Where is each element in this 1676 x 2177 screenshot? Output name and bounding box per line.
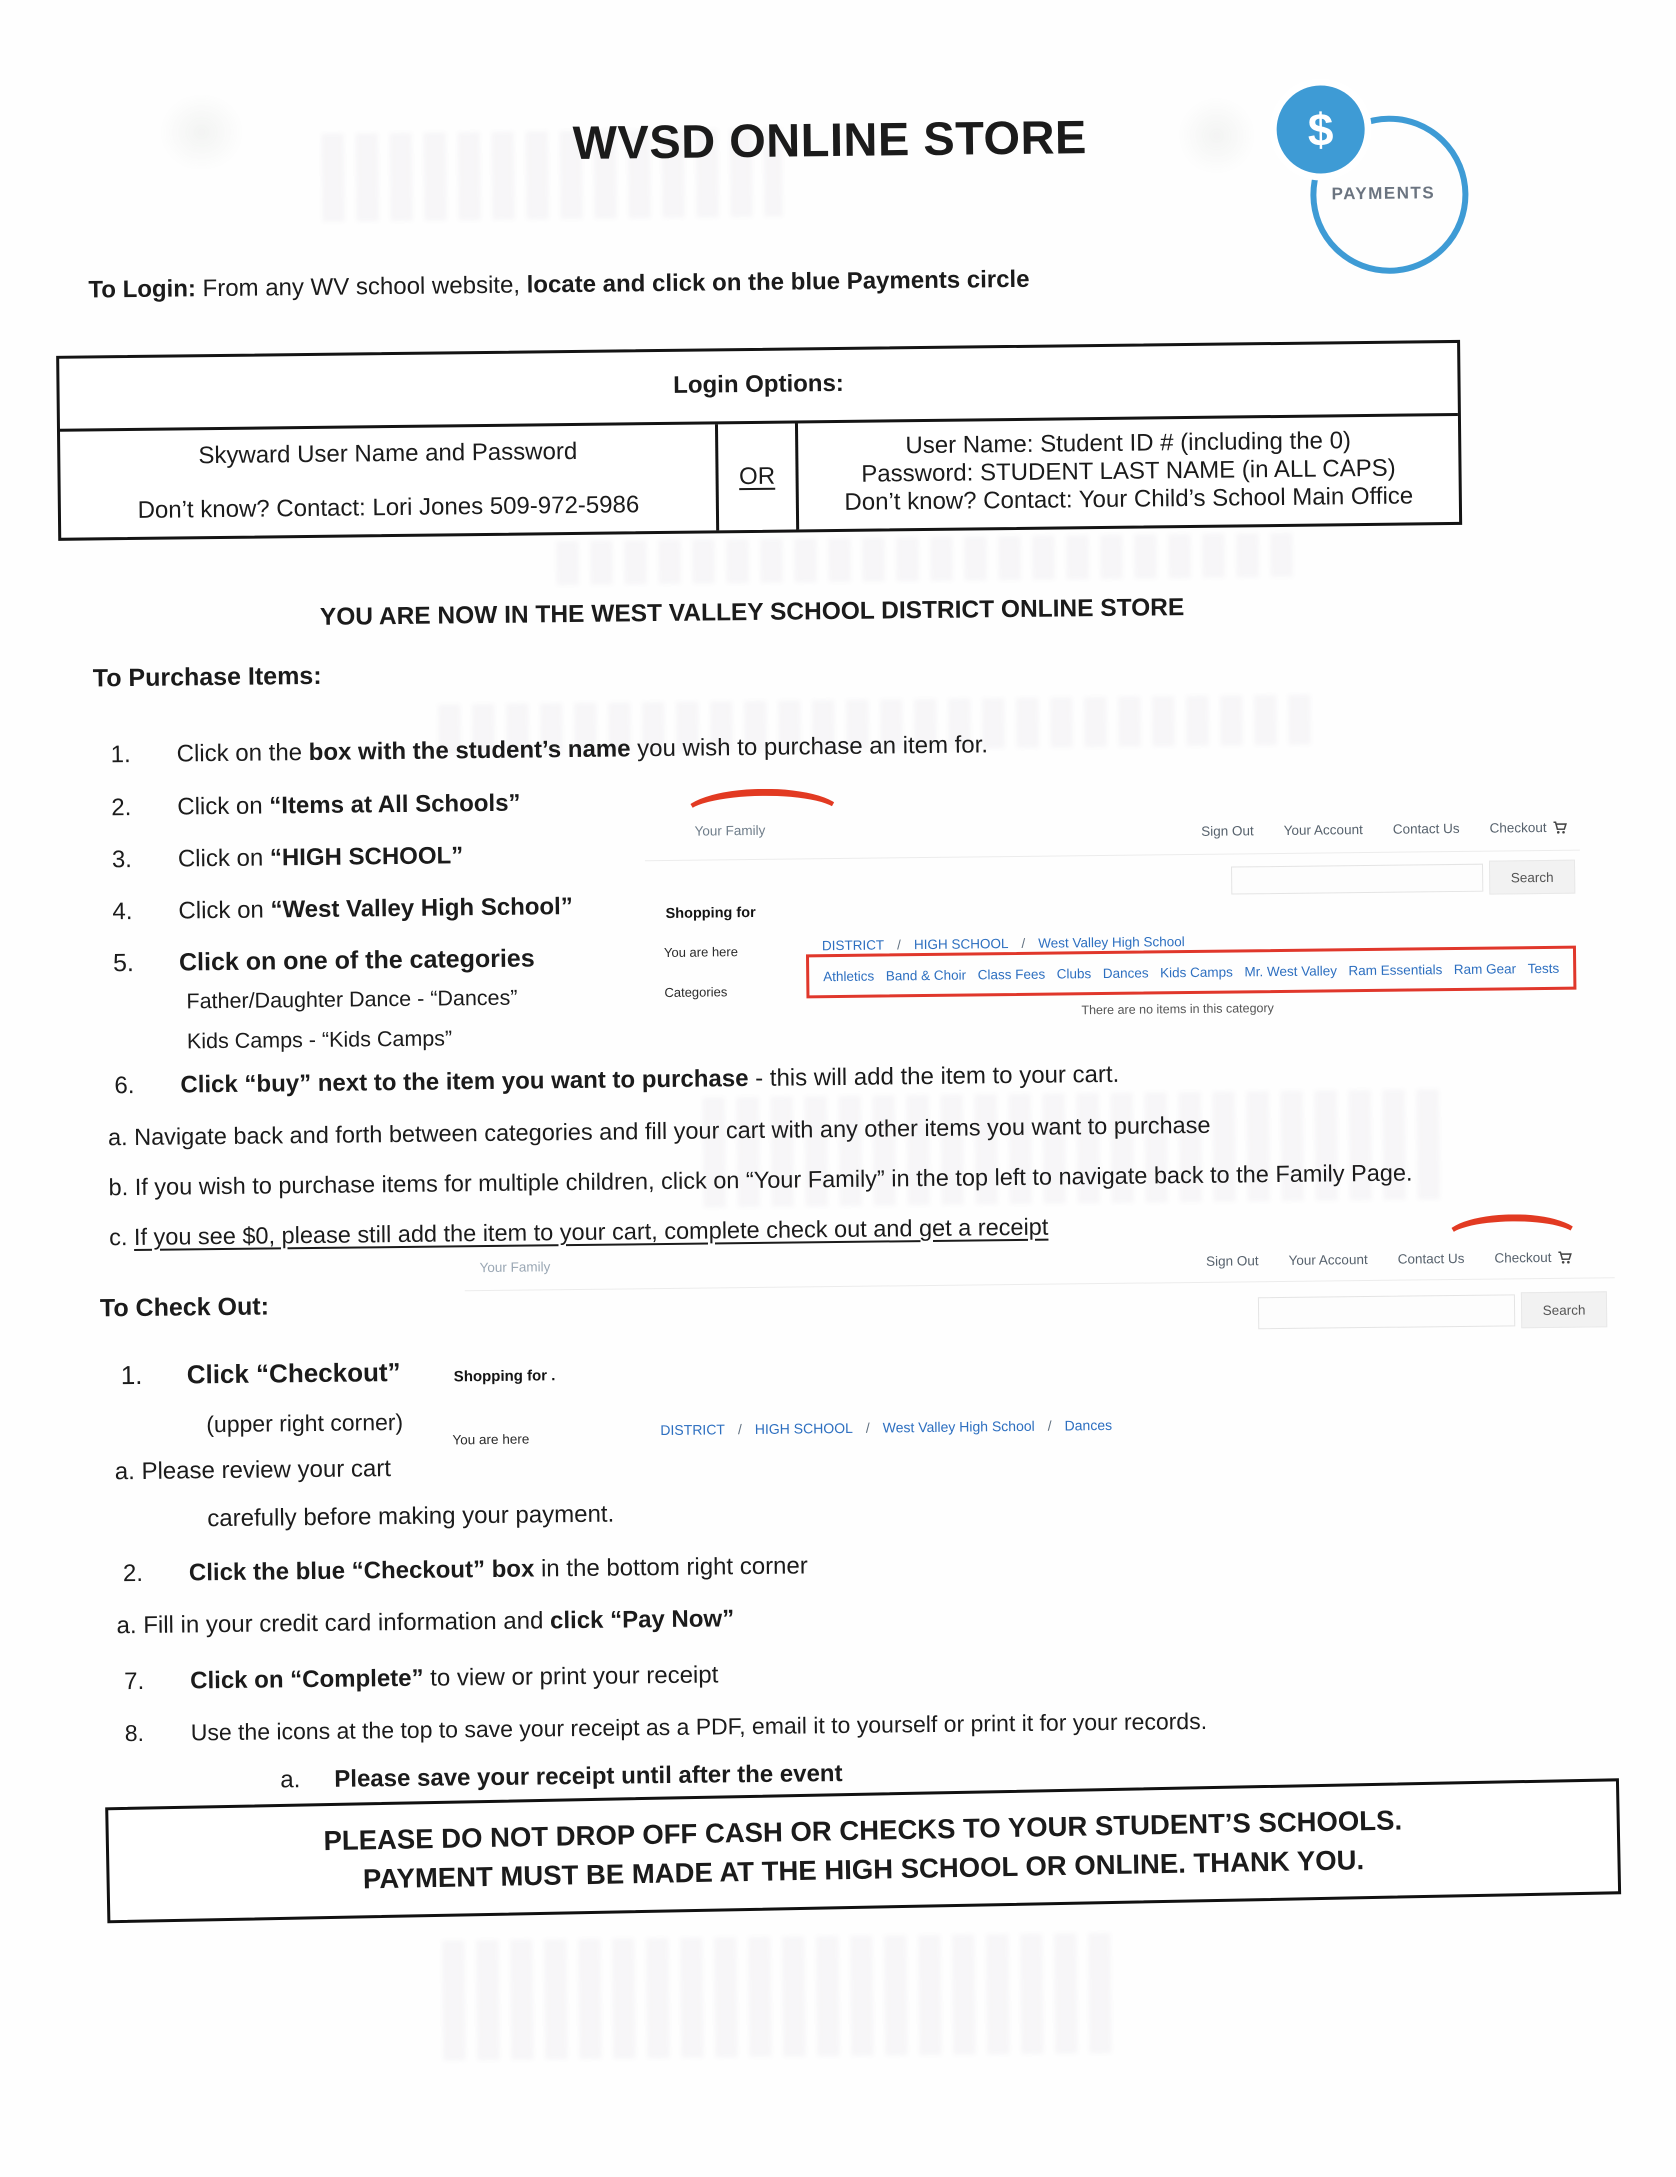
step-text: [178, 842, 464, 873]
text-segment: Click on: [177, 792, 270, 821]
checkout-note-a2: [116, 1605, 734, 1640]
step-text: Please review your cart: [141, 1455, 392, 1485]
payments-label: PAYMENTS: [1331, 183, 1436, 204]
step-number: 1.: [110, 741, 131, 769]
contact-us-link: Contact Us: [1392, 820, 1460, 837]
checkout-step-8: [125, 1708, 1208, 1747]
category-clubs: Clubs: [1056, 965, 1092, 982]
category-band-choir: Band & Choir: [885, 967, 967, 983]
purchase-step-4: [112, 893, 573, 926]
category-example-dances: Father/Daughter Dance - “Dances”: [186, 985, 518, 1014]
username-line: User Name: Student ID # (including the 0): [905, 427, 1352, 460]
checkout-label: Checkout: [1489, 819, 1547, 836]
step-text: [177, 731, 989, 768]
sign-out-link: Sign Out: [1205, 1253, 1259, 1269]
checkout-link: [1489, 820, 1567, 836]
category-dances: Dances: [1102, 964, 1149, 981]
store-top-nav: [1201, 820, 1568, 839]
category-kids-camps: Kids Camps: [1160, 964, 1233, 980]
purchase-heading: To Purchase Items:: [92, 661, 322, 693]
step-text: If you see $0, please still add the item to your cart, complete check out and get a receipt: [133, 1213, 1049, 1251]
store-top-nav: [1206, 1250, 1573, 1269]
text-segment: Click on: [177, 844, 271, 873]
store-screenshot-checkout: [444, 1213, 1637, 1476]
table-header: Login Options:: [59, 343, 1458, 432]
breadcrumb-high-school: HIGH SCHOOL: [913, 936, 1009, 953]
step-letter: a.: [114, 1458, 135, 1486]
shopping-for-label: Shopping for .: [453, 1367, 556, 1386]
cart-icon: [1557, 1250, 1572, 1264]
scan-bleed-artifact: [556, 533, 1296, 585]
store-screenshot-categories: [644, 778, 1582, 1039]
breadcrumb-district: DISTRICT: [660, 1421, 726, 1439]
text-segment-bold: Click “Checkout”: [186, 1356, 401, 1390]
purchase-step-1: [111, 731, 989, 769]
search-button: Search: [1521, 1291, 1607, 1328]
step-number: 8.: [124, 1719, 145, 1747]
step-text: If you wish to purchase items for multiple children, click on “Your Family” in the top left to navigate back to the Family Page.: [134, 1159, 1413, 1200]
breadcrumb: [660, 1417, 1112, 1438]
your-family-link: Your Family: [694, 822, 766, 839]
text-segment: Click on: [178, 896, 271, 925]
step-text: [178, 893, 573, 925]
scan-bleed-artifact: [442, 1933, 1123, 2061]
student-login-cell: [798, 416, 1459, 529]
payment-warning-box: [105, 1778, 1621, 1923]
you-are-here-label: You are here: [452, 1431, 530, 1448]
step-letter: a.: [280, 1766, 301, 1794]
text-segment-bold: box with the student’s name: [308, 735, 631, 766]
checkout-step-1-note: (upper right corner): [206, 1408, 404, 1438]
categories-row-highlight: [806, 946, 1576, 999]
checkout-link: [1494, 1250, 1572, 1266]
search-button: Search: [1489, 860, 1575, 895]
breadcrumb-high-school: HIGH SCHOOL: [754, 1419, 853, 1437]
text-segment-bold: “West Valley High School”: [270, 893, 573, 924]
step-letter: a.: [116, 1612, 137, 1640]
purchase-step-2: [111, 790, 520, 823]
breadcrumb-separator: /: [1047, 1417, 1052, 1434]
text-segment: Fill in your credit card information and: [143, 1607, 551, 1639]
divider: [465, 1277, 1615, 1291]
checkout-step-2: [123, 1552, 808, 1588]
checkout-note-a: [115, 1455, 391, 1486]
your-account-link: Your Account: [1283, 822, 1363, 838]
breadcrumb-wvhs: West Valley High School: [1038, 934, 1185, 951]
step-text: [189, 1552, 808, 1587]
breadcrumb-separator: /: [897, 937, 901, 953]
step-letter: c.: [109, 1224, 128, 1251]
sign-out-link: Sign Out: [1201, 823, 1254, 839]
login-options-table: [56, 340, 1462, 541]
text-segment: Click on the: [176, 738, 309, 768]
store-banner: YOU ARE NOW IN THE WEST VALLEY SCHOOL DISTRICT ONLINE STORE: [319, 594, 1185, 631]
breadcrumb-dances: Dances: [1064, 1416, 1113, 1434]
contact-us-link: Contact Us: [1397, 1250, 1465, 1267]
shopping-for-label: Shopping for: [665, 904, 756, 922]
breadcrumb-separator: /: [1021, 935, 1026, 951]
step-number: 3.: [111, 846, 133, 874]
login-text: From any WV school website,: [195, 271, 527, 303]
step-text: Navigate back and forth between categories and fill your cart with any other items you want to purchase: [134, 1111, 1211, 1151]
text-segment-bold: click “Pay Now”: [549, 1605, 735, 1635]
checkout-step-8a: [280, 1760, 843, 1794]
step-text: [190, 1661, 718, 1695]
text-segment-bold: Please save your receipt until after the event: [334, 1760, 843, 1793]
login-bold-text: locate and click on the blue Payments circle: [526, 265, 1030, 299]
category-example-kids-camps: Kids Camps - “Kids Camps”: [186, 1026, 453, 1054]
text-segment-bold: Click the blue “Checkout” box: [188, 1555, 535, 1587]
text-segment-bold: “Items at All Schools”: [269, 789, 521, 820]
search-input: [1258, 1294, 1515, 1329]
search-input: [1231, 864, 1483, 895]
step-number: 2.: [111, 794, 132, 822]
step-text: [143, 1605, 734, 1639]
step-text: Use the icons at the top to save your receipt as a PDF, email it to yourself or print it for your records.: [190, 1707, 1208, 1746]
purchase-step-3: [112, 842, 464, 874]
step-text: [177, 790, 520, 822]
text-segment: in the bottom right corner: [534, 1552, 808, 1583]
step-number: 2.: [122, 1559, 144, 1588]
step-number: 5.: [112, 948, 135, 978]
your-account-link: Your Account: [1288, 1252, 1368, 1268]
breadcrumb-wvhs: West Valley High School: [882, 1417, 1035, 1436]
text-segment-bold: Click on one of the categories: [178, 944, 535, 977]
contact-line: Don’t know? Contact: Your Child’s School Main Office: [844, 482, 1414, 516]
text-segment-bold: “HIGH SCHOOL”: [269, 842, 464, 872]
step-number: 6.: [114, 1071, 135, 1100]
login-label: To Login:: [88, 275, 197, 304]
warning-line-1: PLEASE DO NOT DROP OFF CASH OR CHECKS TO YOUR STUDENT’S SCHOOLS.: [323, 1804, 1403, 1857]
step-letter: b.: [108, 1174, 129, 1201]
step-text: [179, 944, 535, 977]
search-bar: [1258, 1291, 1607, 1331]
search-bar: [1231, 860, 1575, 898]
checkout-step-1: [121, 1357, 401, 1391]
category-athletics: Athletics: [823, 968, 875, 984]
breadcrumb-separator: /: [737, 1421, 742, 1438]
step-number: 1.: [120, 1359, 143, 1391]
checkout-label: Checkout: [1494, 1249, 1552, 1266]
category-tests: Tests: [1527, 960, 1560, 976]
divider: [645, 850, 1580, 862]
empty-category-note: There are no items in this category: [1081, 1001, 1274, 1018]
category-ram-gear: Ram Gear: [1453, 960, 1517, 977]
text-segment: to view or print your receipt: [423, 1661, 719, 1692]
skyward-contact-line: Don’t know? Contact: Lori Jones 509-972-5986: [137, 491, 640, 524]
login-instruction: [88, 266, 1029, 305]
breadcrumb-district: DISTRICT: [821, 937, 885, 954]
or-cell: OR: [718, 423, 799, 530]
step-text: [334, 1760, 843, 1794]
category-mr-west-valley: Mr. West Valley: [1244, 962, 1338, 979]
checkout-step-7: [124, 1661, 718, 1696]
payments-badge: [1253, 71, 1485, 289]
category-ram-essentials: Ram Essentials: [1348, 961, 1443, 978]
text-segment: - this will add the item to your cart.: [748, 1060, 1120, 1093]
checkout-heading: To Check Out:: [99, 1292, 270, 1323]
category-class-fees: Class Fees: [977, 966, 1046, 982]
breadcrumb-separator: /: [865, 1419, 870, 1436]
skyward-login-cell: [60, 424, 719, 537]
step-letter: a.: [107, 1124, 128, 1151]
you-are-here-label: You are here: [663, 944, 739, 960]
step-text: [187, 1357, 401, 1390]
text-segment: you wish to purchase an item for.: [630, 731, 989, 763]
checkout-note-a-line2: carefully before making your payment.: [207, 1500, 615, 1533]
step-number: 7.: [124, 1667, 145, 1696]
page-title: WVSD ONLINE STORE: [572, 110, 1088, 169]
categories-label: Categories: [664, 984, 728, 1000]
step-number: 4.: [112, 898, 133, 926]
cart-icon: [1553, 820, 1568, 834]
password-line: Password: STUDENT LAST NAME (in ALL CAPS): [861, 454, 1396, 488]
text-segment-bold: Click on “Complete”: [190, 1664, 424, 1695]
warning-line-2: PAYMENT MUST BE MADE AT THE HIGH SCHOOL OR ONLINE. THANK YOU.: [362, 1844, 1365, 1895]
text-segment-bold: Click “buy” next to the item you want to purchase: [180, 1065, 749, 1099]
dollar-symbol: $: [1307, 103, 1334, 156]
skyward-line: Skyward User Name and Password: [198, 437, 578, 470]
purchase-step-5: [113, 944, 535, 978]
your-family-link: Your Family: [479, 1259, 551, 1276]
